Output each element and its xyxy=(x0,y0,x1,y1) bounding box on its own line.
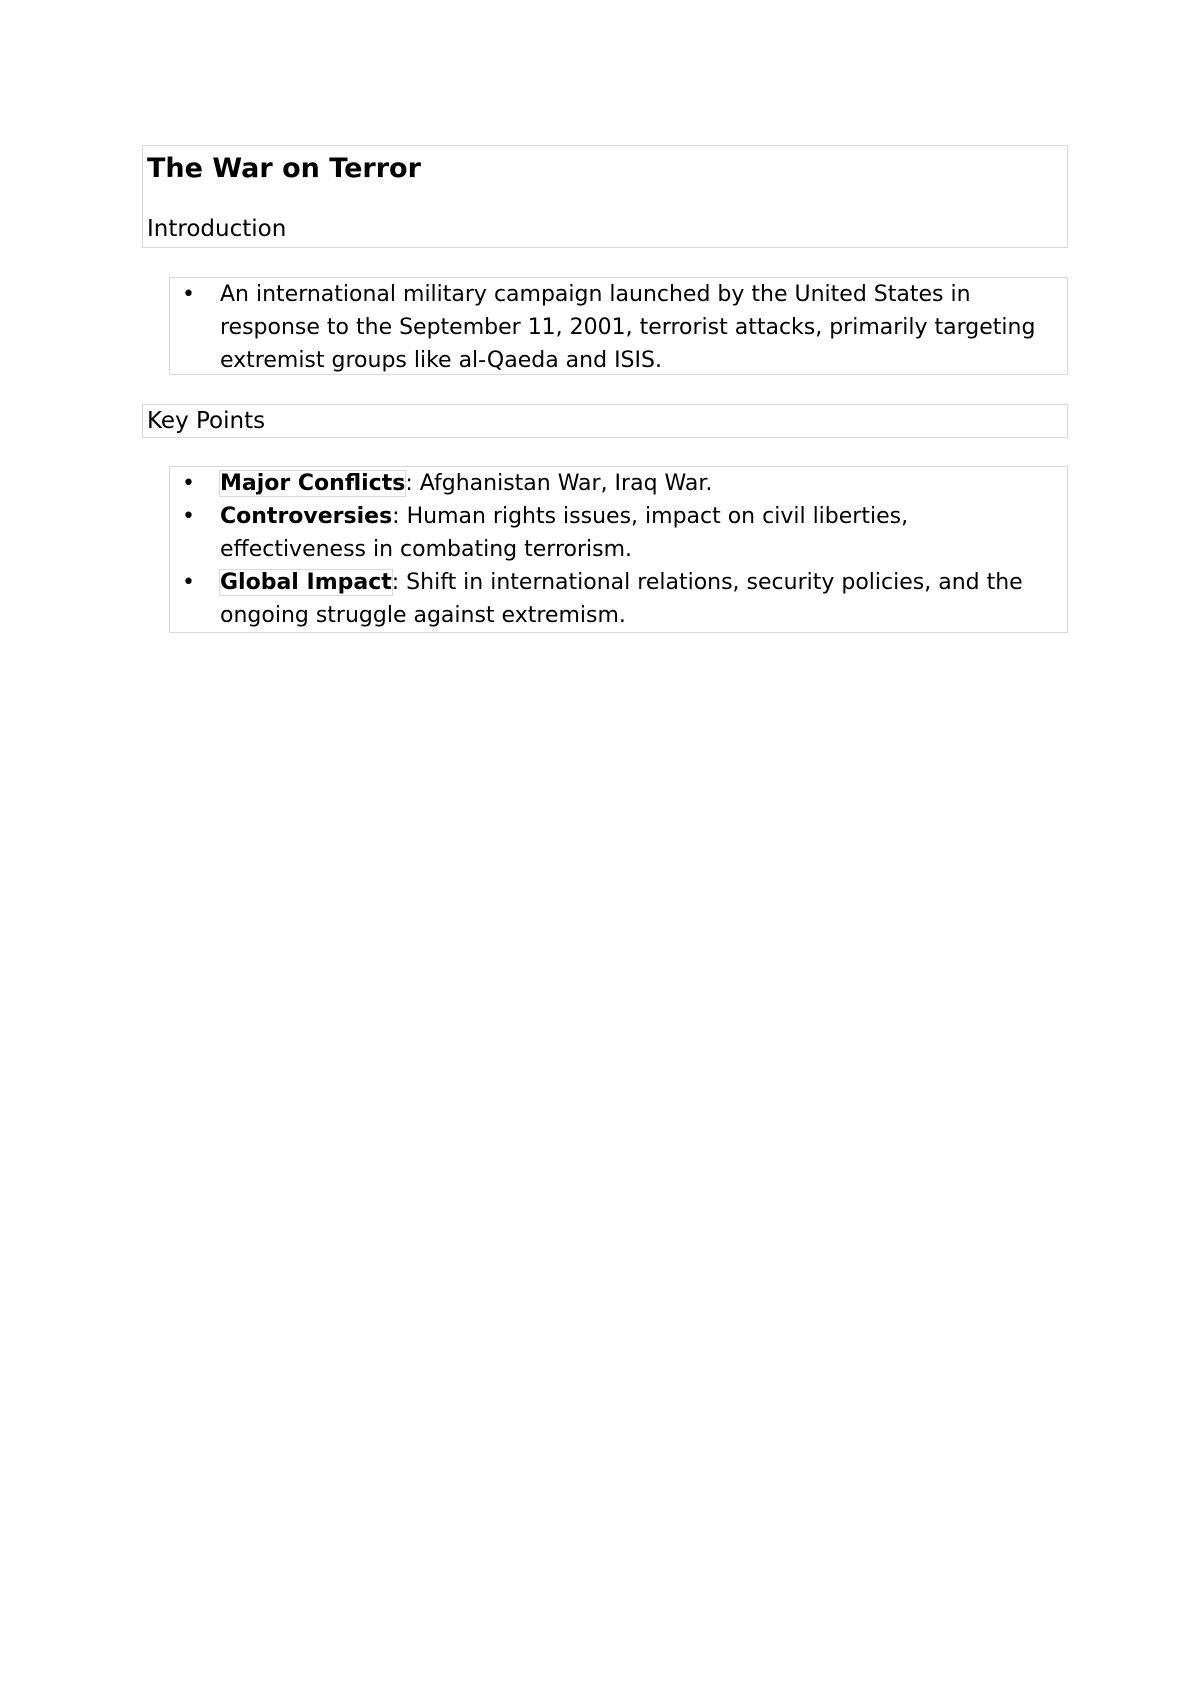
list-item-term: Global Impact xyxy=(220,570,392,595)
list-item-text: : Human rights issues, impact on civil liberties, effectiveness in combating terrorism. xyxy=(220,504,909,562)
list-item-text: : Shift in international relations, security policies, and the ongoing struggle against extremism. xyxy=(220,570,1023,628)
key-points-list-block xyxy=(169,466,1068,633)
bullet-icon: • xyxy=(182,504,195,529)
document-title: The War on Terror xyxy=(147,153,421,184)
key-points-heading: Key Points xyxy=(147,408,266,434)
list-item xyxy=(170,278,1067,377)
bullet-icon: • xyxy=(182,471,195,496)
introduction-heading: Introduction xyxy=(147,216,287,242)
key-points-list xyxy=(170,467,1067,632)
list-item-term: Controversies xyxy=(220,504,393,529)
title-block xyxy=(142,145,1068,248)
introduction-list-block xyxy=(169,277,1068,375)
list-item-term: Major Conflicts xyxy=(220,471,406,496)
list-item-text: : Afghanistan War, Iraq War. xyxy=(405,471,713,496)
list-item xyxy=(170,467,1067,500)
key-points-heading-block xyxy=(142,404,1068,438)
list-item-text: An international military campaign launched by the United States in response to the September 11, 2001, terrorist attacks, primarily targeting extremist groups like al-Qaeda and ISIS. xyxy=(220,282,1036,373)
bullet-icon: • xyxy=(182,282,195,307)
list-item xyxy=(170,500,1067,566)
list-item xyxy=(170,566,1067,632)
bullet-icon: • xyxy=(182,570,195,595)
introduction-list xyxy=(170,278,1067,377)
